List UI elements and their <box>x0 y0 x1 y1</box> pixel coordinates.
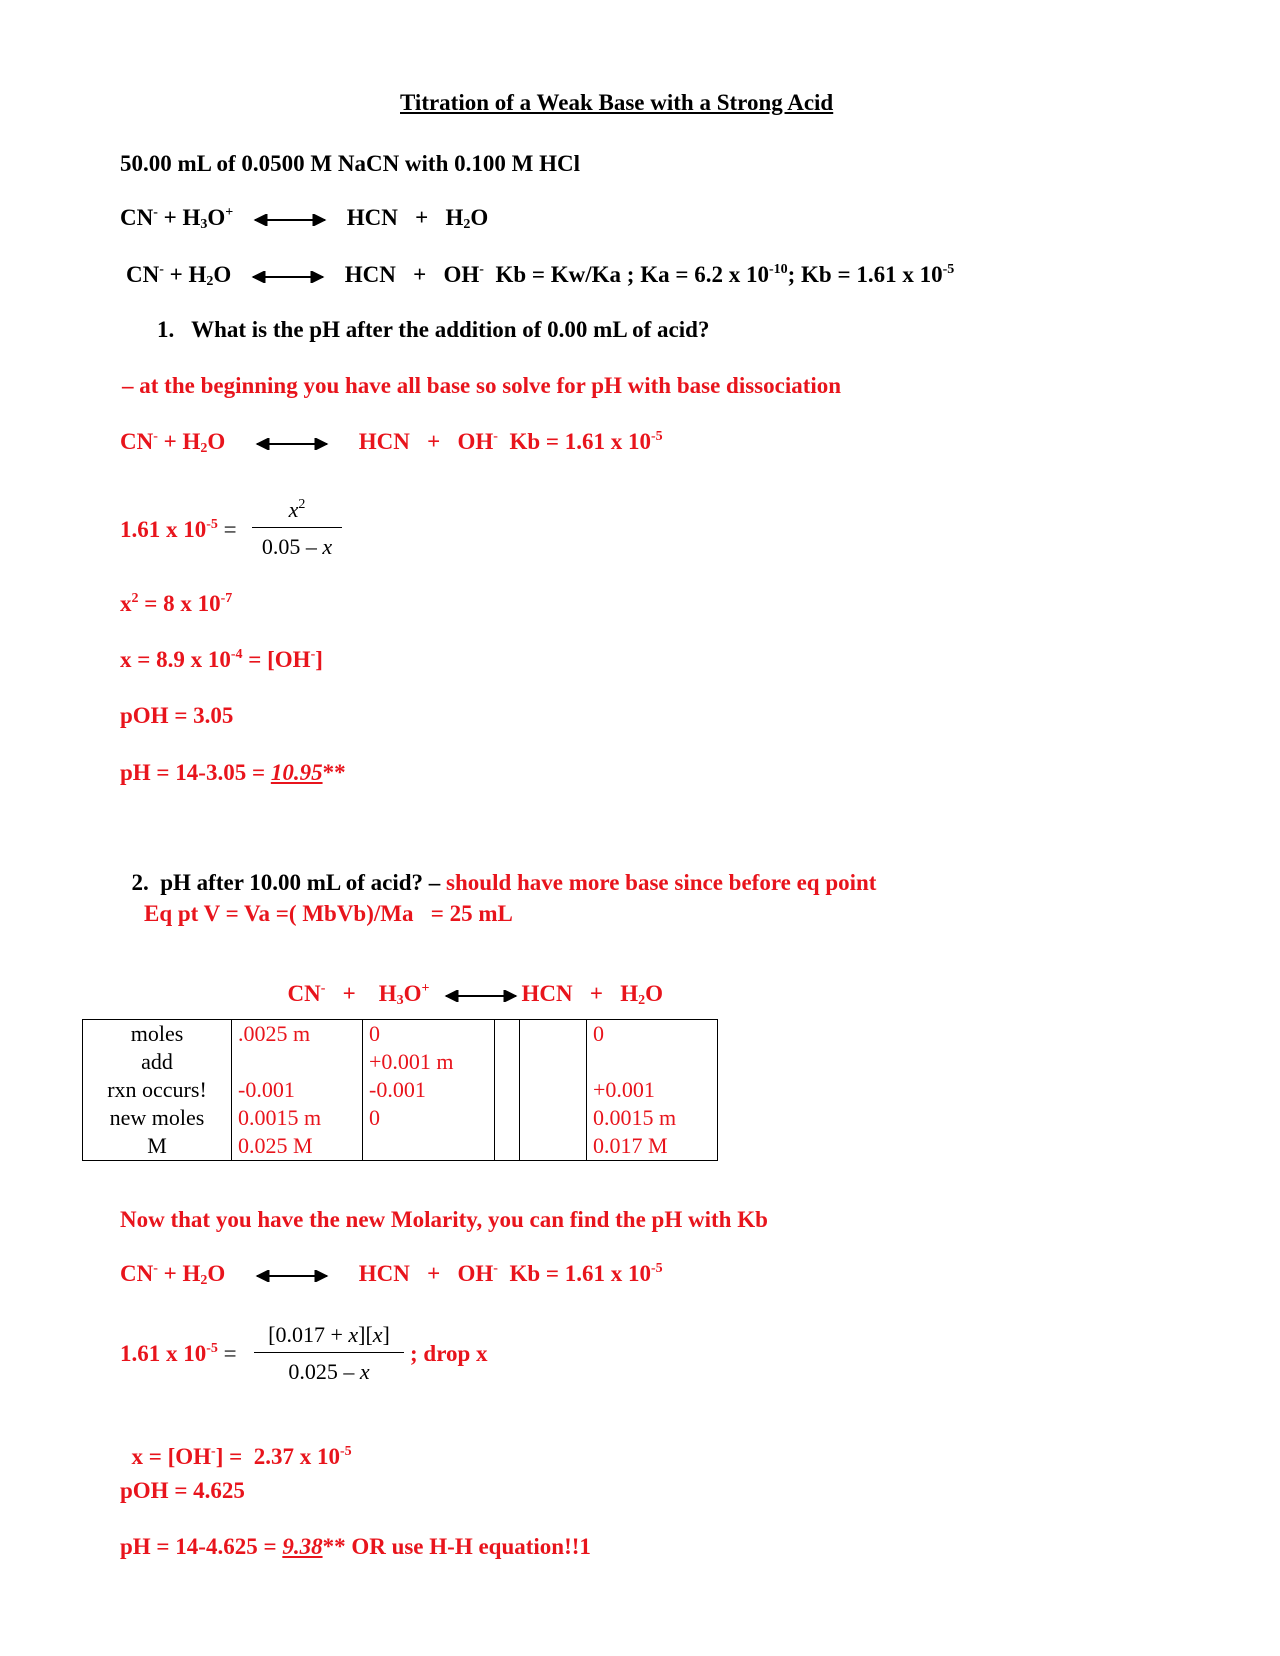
page-title: Titration of a Weak Base with a Strong Acid <box>400 90 834 115</box>
ph-line-2: pH = 14-4.625 = 9.38** OR use H-H equation!!1 <box>120 1534 591 1559</box>
ph-answer-1: 10.95 <box>270 760 323 785</box>
ph-answer-2: 9.38 <box>282 1534 323 1559</box>
equation-3: $CN^- + H_2O$ HCN + OH- Kb = 1.61 x $10^{-5}$ <box>120 429 663 456</box>
x-squared-line: $x^2 = 8$ x $10^{-7}$ <box>120 591 233 616</box>
equation-2: $CN^- + H_2O$ HCN + OH- Kb = Kw/Ka ; Ka = 6.2 x $10^{-10}$; Kb = 1.61 x $10^{-5}$ <box>126 262 955 289</box>
x-oh-line: x = [OH-] = 2.37 x $10^{-5}$ <box>131 1444 352 1469</box>
table-row: M 0.025 M 0.017 M <box>83 1132 718 1161</box>
ice-table <box>82 1019 718 1161</box>
fraction-1: $\frac{x^2}{0.05 - x}$ <box>252 497 342 560</box>
equilibrium-arrow-icon <box>253 438 331 450</box>
table-row: new moles 0.0015 m 0 0.0015 m <box>83 1104 718 1132</box>
kb-value-1: 1.61 x $10^{-5}$ = <box>120 517 237 542</box>
poh-line-1: pOH = 3.05 <box>120 703 234 728</box>
equilibrium-arrow-icon <box>251 214 329 226</box>
question-2: 2. pH after 10.00 mL of acid? – should have more base since before eq point <box>131 870 877 895</box>
kb-value-2: 1.61 x $10^{-5}$ = <box>120 1341 237 1366</box>
x-value-line: x = 8.9 x $10^{-4} = [OH^-]$ <box>120 647 323 672</box>
equation-5: $CN^- + H_2O$ HCN + OH- Kb = 1.61 x $10^{-5}$ <box>120 1261 663 1288</box>
question-1: 1. What is the pH after the addition of 0.00 mL of acid? <box>157 317 710 342</box>
problem-statement: 50.00 mL of 0.0500 M NaCN with 0.100 M HCl <box>120 151 580 176</box>
fraction-2: $\frac{[0.017 + x][x]}{0.025 - x}$ <box>254 1322 404 1385</box>
equation-1: $CN^- + H_3O^+$ HCN + $H_2O$ <box>120 205 489 232</box>
table-row: moles .0025 m 0 0 <box>83 1020 718 1049</box>
drop-x-note: ; drop x <box>410 1341 488 1366</box>
table-row: rxn occurs! -0.001 -0.001 +0.001 <box>83 1076 718 1104</box>
equilibrium-arrow-icon <box>253 1270 331 1282</box>
now-text: Now that you have the new Molarity, you can find the pH with Kb <box>120 1207 768 1232</box>
equilibrium-arrow-icon <box>249 271 327 283</box>
eq-point-line: Eq pt V = Va =( MbVb)/Ma = 25 mL <box>144 901 513 926</box>
table-row: add +0.001 m <box>83 1048 718 1076</box>
equation-4: CN- + $H_3O^+$ HCN + $H_2O$ <box>287 981 664 1008</box>
poh-line-2: pOH = 4.625 <box>120 1478 245 1503</box>
ph-line-1: pH = 14-3.05 = 10.95** <box>120 760 346 785</box>
q1-note: – at the beginning you have all base so solve for pH with base dissociation <box>122 373 842 398</box>
equilibrium-arrow-icon <box>442 990 520 1002</box>
